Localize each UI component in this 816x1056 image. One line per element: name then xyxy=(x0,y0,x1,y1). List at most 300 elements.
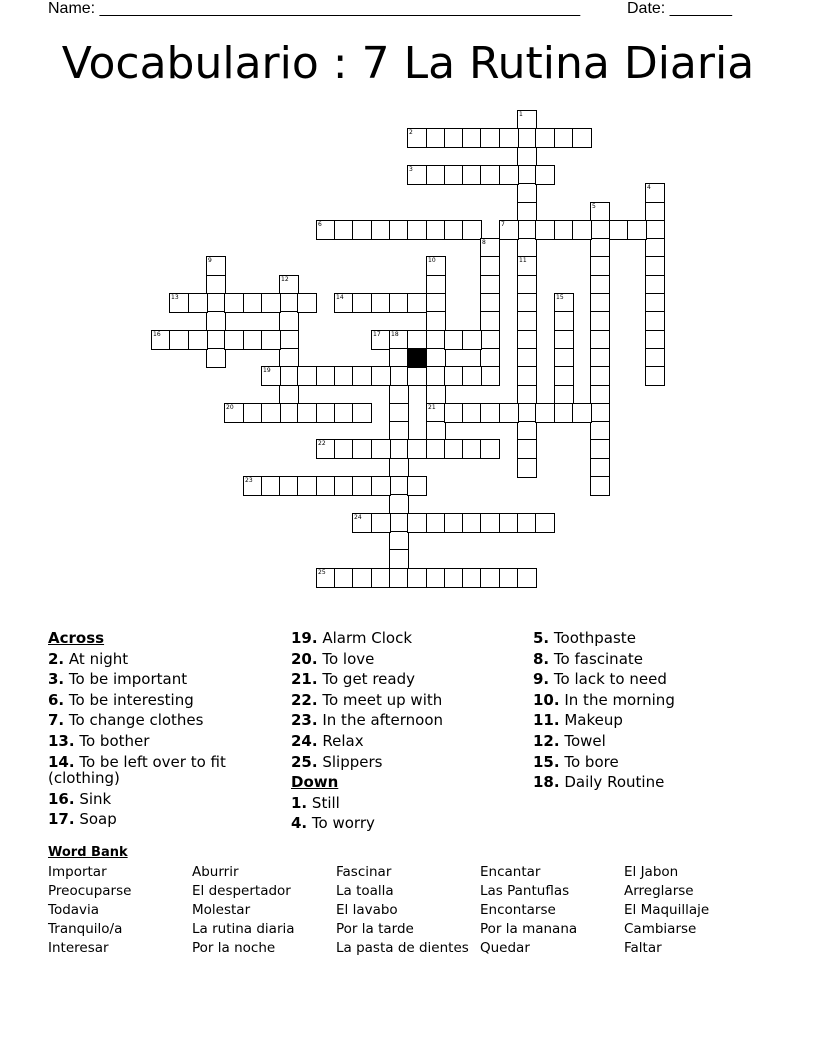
clue-number-label: 5 xyxy=(592,203,596,210)
crossword-cell[interactable] xyxy=(334,403,354,423)
clue-number-label: 9 xyxy=(208,257,212,264)
crossword-cell[interactable] xyxy=(279,476,299,496)
clue-number-label: 6 xyxy=(318,221,322,228)
crossword-cell[interactable] xyxy=(554,385,574,405)
crossword-cell[interactable] xyxy=(645,256,665,276)
crossword-cell[interactable] xyxy=(554,403,574,423)
crossword-cell[interactable] xyxy=(389,385,409,405)
crossword-cell[interactable] xyxy=(517,147,537,167)
crossword-cell[interactable] xyxy=(535,220,555,240)
crossword-cell[interactable] xyxy=(389,403,409,423)
crossword-cell[interactable] xyxy=(407,293,427,313)
crossword-cell[interactable] xyxy=(352,293,372,313)
crossword-cell[interactable] xyxy=(517,568,537,588)
crossword-cell[interactable] xyxy=(554,128,574,148)
crossword-cell[interactable] xyxy=(517,311,537,331)
crossword-cell[interactable] xyxy=(279,348,299,368)
crossword-cell[interactable] xyxy=(535,403,555,423)
crossword-cell[interactable] xyxy=(297,293,317,313)
crossword-cell[interactable] xyxy=(279,330,299,350)
crossword-cell[interactable] xyxy=(426,385,446,405)
crossword-cell[interactable] xyxy=(206,348,226,368)
crossword-cell[interactable] xyxy=(480,330,500,350)
crossword-cell[interactable] xyxy=(590,385,610,405)
across-heading: Across xyxy=(48,629,105,647)
crossword-cell[interactable] xyxy=(389,220,409,240)
word-bank-item: Molestar xyxy=(192,902,251,918)
crossword-cell[interactable] xyxy=(389,531,409,551)
crossword-cell[interactable] xyxy=(352,403,372,423)
crossword-cell[interactable] xyxy=(517,238,537,258)
clue-across-2: 2. At night xyxy=(48,649,129,668)
crossword-cell[interactable] xyxy=(426,403,446,423)
word-bank-item: Por la tarde xyxy=(336,921,414,937)
clue-across-17: 17. Soap xyxy=(48,810,117,829)
crossword-cell[interactable] xyxy=(480,348,500,368)
crossword-cell[interactable] xyxy=(590,458,610,478)
crossword-cell[interactable] xyxy=(261,476,281,496)
crossword-cell[interactable] xyxy=(352,568,372,588)
crossword-cell[interactable] xyxy=(206,293,226,313)
word-bank-item: Preocuparse xyxy=(48,883,132,899)
crossword-cell[interactable] xyxy=(517,202,537,222)
crossword-cell[interactable] xyxy=(590,275,610,295)
down-heading: Down xyxy=(291,773,339,792)
word-bank-column-4 xyxy=(480,863,577,958)
crossword-cell[interactable] xyxy=(279,403,299,423)
crossword-cell[interactable] xyxy=(316,568,336,588)
clue-number-label: 20 xyxy=(226,404,234,411)
crossword-cell[interactable] xyxy=(243,476,263,496)
clue-across-23: 23. In the afternoon xyxy=(291,711,444,730)
crossword-cell[interactable] xyxy=(645,220,665,240)
word-bank-item: Por la noche xyxy=(192,940,276,956)
word-bank-item: Interesar xyxy=(48,940,109,956)
clue-across-14: 14. To be left over to fit (clothing) xyxy=(48,752,226,787)
crossword-cell[interactable] xyxy=(517,366,537,386)
clue-down-4: 4. To worry xyxy=(291,814,375,833)
crossword-cell[interactable] xyxy=(462,403,482,423)
crossword-cell[interactable] xyxy=(554,330,574,350)
clue-number-label: 23 xyxy=(245,477,253,484)
crossword-cell[interactable] xyxy=(590,439,610,459)
crossword-cell[interactable] xyxy=(645,293,665,313)
crossword-cell[interactable] xyxy=(151,330,171,350)
crossword-cell[interactable] xyxy=(279,385,299,405)
crossword-cell[interactable] xyxy=(243,293,263,313)
crossword-cell[interactable] xyxy=(316,476,336,496)
crossword-cell[interactable] xyxy=(627,220,647,240)
crossword-cell[interactable] xyxy=(499,403,519,423)
crossword-cell[interactable] xyxy=(645,330,665,350)
crossword-cell[interactable] xyxy=(389,513,409,533)
crossword-cell[interactable] xyxy=(352,439,372,459)
crossword-cell[interactable] xyxy=(426,275,446,295)
crossword-cell[interactable] xyxy=(590,348,610,368)
clue-down-15: 15. To bore xyxy=(533,752,619,771)
clue-column-1 xyxy=(48,628,284,830)
crossword-cell[interactable] xyxy=(297,476,317,496)
crossword-cell[interactable] xyxy=(352,513,372,533)
clue-number-label: 21 xyxy=(428,404,436,411)
clue-across-3: 3. To be important xyxy=(48,670,188,689)
crossword-cell[interactable] xyxy=(517,458,537,478)
crossword-cell[interactable] xyxy=(480,403,500,423)
crossword-black-cell xyxy=(407,348,427,368)
word-bank-item: El Jabon xyxy=(624,864,679,880)
crossword-cell[interactable] xyxy=(462,128,482,148)
crossword-cell[interactable] xyxy=(426,128,446,148)
crossword-cell[interactable] xyxy=(462,568,482,588)
crossword-cell[interactable] xyxy=(535,165,555,185)
crossword-cell[interactable] xyxy=(389,366,409,386)
clue-across-24: 24. Relax xyxy=(291,731,364,750)
crossword-cell[interactable] xyxy=(407,568,427,588)
name-field-label: Name: ______________________________________________________ xyxy=(48,0,581,17)
crossword-cell[interactable] xyxy=(590,330,610,350)
word-bank-item: Importar xyxy=(48,864,107,880)
crossword-cell[interactable] xyxy=(371,439,391,459)
crossword-cell[interactable] xyxy=(371,220,391,240)
clue-number-label: 13 xyxy=(171,294,179,301)
crossword-cell[interactable] xyxy=(334,366,354,386)
clue-down-11: 11. Makeup xyxy=(533,711,623,730)
crossword-cell[interactable] xyxy=(426,421,446,441)
crossword-cell[interactable] xyxy=(444,220,464,240)
word-bank-item: Encontarse xyxy=(480,902,556,918)
crossword-cell[interactable] xyxy=(499,513,519,533)
crossword-cell[interactable] xyxy=(517,348,537,368)
crossword-cell[interactable] xyxy=(480,568,500,588)
clue-number-label: 14 xyxy=(336,294,344,301)
crossword-cell[interactable] xyxy=(517,513,537,533)
crossword-cell[interactable] xyxy=(590,238,610,258)
crossword-cell[interactable] xyxy=(554,293,574,313)
crossword-cell[interactable] xyxy=(645,238,665,258)
crossword-cell[interactable] xyxy=(389,494,409,514)
crossword-cell[interactable] xyxy=(645,348,665,368)
crossword-cell[interactable] xyxy=(517,403,537,423)
word-bank-item: La toalla xyxy=(336,883,394,899)
crossword-cell[interactable] xyxy=(444,568,464,588)
crossword-cell[interactable] xyxy=(334,293,354,313)
crossword-cell[interactable] xyxy=(590,476,610,496)
crossword-cell[interactable] xyxy=(517,293,537,313)
crossword-cell[interactable] xyxy=(480,439,500,459)
crossword-cell[interactable] xyxy=(243,330,263,350)
crossword-cell[interactable] xyxy=(554,311,574,331)
crossword-cell[interactable] xyxy=(499,128,519,148)
word-bank-item: Las Pantuflas xyxy=(480,883,570,899)
word-bank-item: Arreglarse xyxy=(624,883,694,899)
crossword-cell[interactable] xyxy=(389,330,409,350)
word-bank-item: El Maquillaje xyxy=(624,902,710,918)
clue-number-label: 11 xyxy=(519,257,527,264)
crossword-cell[interactable] xyxy=(444,165,464,185)
word-bank-item: La rutina diaria xyxy=(192,921,295,937)
clue-number-label: 10 xyxy=(428,257,436,264)
clue-number-label: 15 xyxy=(556,294,564,301)
crossword-cell[interactable] xyxy=(572,403,592,423)
clue-across-25: 25. Slippers xyxy=(291,752,383,771)
word-bank-item: Todavia xyxy=(48,902,100,918)
crossword-cell[interactable] xyxy=(517,421,537,441)
crossword-cell[interactable] xyxy=(371,366,391,386)
word-bank-item: El lavabo xyxy=(336,902,398,918)
clue-number-label: 12 xyxy=(281,276,289,283)
crossword-cell[interactable] xyxy=(645,202,665,222)
clue-across-13: 13. To bother xyxy=(48,731,150,750)
clue-number-label: 8 xyxy=(482,239,486,246)
crossword-cell[interactable] xyxy=(261,403,281,423)
crossword-cell[interactable] xyxy=(389,439,409,459)
crossword-cell[interactable] xyxy=(206,256,226,276)
clue-down-1: 1. Still xyxy=(291,793,340,812)
crossword-cell[interactable] xyxy=(279,311,299,331)
word-bank-item: Quedar xyxy=(480,940,530,956)
crossword-cell[interactable] xyxy=(407,165,427,185)
crossword-cell[interactable] xyxy=(389,568,409,588)
clue-number-label: 1 xyxy=(519,111,523,118)
crossword-cell[interactable] xyxy=(334,476,354,496)
clue-across-19: 19. Alarm Clock xyxy=(291,629,413,647)
crossword-cell[interactable] xyxy=(261,366,281,386)
word-bank-item: Fascinar xyxy=(336,864,392,880)
page-title: Vocabulario : 7 La Rutina Diaria xyxy=(61,38,755,89)
crossword-cell[interactable] xyxy=(224,330,244,350)
clue-number-label: 25 xyxy=(318,569,326,576)
crossword-cell[interactable] xyxy=(426,256,446,276)
crossword-cell[interactable] xyxy=(426,311,446,331)
clue-number-label: 17 xyxy=(373,331,381,338)
word-bank-item: El despertador xyxy=(192,883,291,899)
crossword-cell[interactable] xyxy=(517,110,537,130)
crossword-cell[interactable] xyxy=(279,366,299,386)
crossword-cell[interactable] xyxy=(389,293,409,313)
crossword-cell[interactable] xyxy=(426,293,446,313)
crossword-cell[interactable] xyxy=(499,220,519,240)
clue-down-12: 12. Towel xyxy=(533,731,606,750)
crossword-cell[interactable] xyxy=(389,476,409,496)
crossword-cell[interactable] xyxy=(334,220,354,240)
word-bank-column-2 xyxy=(192,863,295,958)
clue-across-20: 20. To love xyxy=(291,649,375,668)
crossword-cell[interactable] xyxy=(554,348,574,368)
crossword-cell[interactable] xyxy=(480,311,500,331)
crossword-cell[interactable] xyxy=(572,220,592,240)
crossword-cell[interactable] xyxy=(590,220,610,240)
crossword-cell[interactable] xyxy=(517,330,537,350)
crossword-cell[interactable] xyxy=(499,568,519,588)
crossword-cell[interactable] xyxy=(389,421,409,441)
clue-column-2 xyxy=(291,628,527,834)
crossword-cell[interactable] xyxy=(590,256,610,276)
crossword-cell[interactable] xyxy=(517,439,537,459)
crossword-cell[interactable] xyxy=(590,403,610,423)
crossword-cell[interactable] xyxy=(352,220,372,240)
crossword-cell[interactable] xyxy=(462,330,482,350)
crossword-cell[interactable] xyxy=(371,513,391,533)
crossword-cell[interactable] xyxy=(334,439,354,459)
word-bank-item: La pasta de dientes xyxy=(336,940,469,956)
clue-number-label: 4 xyxy=(647,184,651,191)
crossword-cell[interactable] xyxy=(188,293,208,313)
crossword-cell[interactable] xyxy=(316,220,336,240)
crossword-cell[interactable] xyxy=(590,421,610,441)
crossword-cell[interactable] xyxy=(480,165,500,185)
crossword-cell[interactable] xyxy=(480,366,500,386)
crossword-cell[interactable] xyxy=(316,366,336,386)
clue-across-21: 21. To get ready xyxy=(291,670,415,689)
crossword-cell[interactable] xyxy=(444,128,464,148)
crossword-cell[interactable] xyxy=(371,293,391,313)
crossword-cell[interactable] xyxy=(517,165,537,185)
crossword-cell[interactable] xyxy=(426,366,446,386)
crossword-cell[interactable] xyxy=(645,311,665,331)
crossword-cell[interactable] xyxy=(407,128,427,148)
crossword-cell[interactable] xyxy=(590,202,610,222)
clue-number-label: 24 xyxy=(354,514,362,521)
clue-number-label: 18 xyxy=(391,331,399,338)
crossword-cell[interactable] xyxy=(444,513,464,533)
crossword-cell[interactable] xyxy=(535,513,555,533)
crossword-cell[interactable] xyxy=(590,311,610,331)
crossword-cell[interactable] xyxy=(480,238,500,258)
crossword-cell[interactable] xyxy=(279,293,299,313)
word-bank-item: Cambiarse xyxy=(624,921,697,937)
clue-column-3 xyxy=(533,628,769,793)
crossword-cell[interactable] xyxy=(297,366,317,386)
crossword-cell[interactable] xyxy=(426,220,446,240)
crossword-cell[interactable] xyxy=(279,275,299,295)
crossword-cell[interactable] xyxy=(371,330,391,350)
crossword-cell[interactable] xyxy=(444,330,464,350)
crossword-cell[interactable] xyxy=(407,476,427,496)
crossword-cell[interactable] xyxy=(609,220,629,240)
crossword-cell[interactable] xyxy=(517,256,537,276)
clue-across-16: 16. Sink xyxy=(48,789,112,808)
word-bank-item: Encantar xyxy=(480,864,541,880)
crossword-cell[interactable] xyxy=(444,366,464,386)
word-bank-item: Faltar xyxy=(624,940,662,956)
crossword-cell[interactable] xyxy=(426,348,446,368)
crossword-cell[interactable] xyxy=(352,476,372,496)
crossword-cell[interactable] xyxy=(389,549,409,569)
crossword-cell[interactable] xyxy=(224,293,244,313)
crossword-cell[interactable] xyxy=(499,165,519,185)
crossword-cell[interactable] xyxy=(371,568,391,588)
crossword-cell[interactable] xyxy=(645,366,665,386)
word-bank-item: Aburrir xyxy=(192,864,239,880)
clue-across-6: 6. To be interesting xyxy=(48,690,194,709)
crossword-cell[interactable] xyxy=(407,366,427,386)
crossword-cell[interactable] xyxy=(261,330,281,350)
crossword-cell[interactable] xyxy=(462,165,482,185)
crossword-cell[interactable] xyxy=(462,439,482,459)
clue-down-9: 9. To lack to need xyxy=(533,670,667,689)
clue-number-label: 22 xyxy=(318,440,326,447)
crossword-cell[interactable] xyxy=(426,165,446,185)
crossword-cell[interactable] xyxy=(389,458,409,478)
crossword-cell[interactable] xyxy=(590,366,610,386)
crossword-cell[interactable] xyxy=(407,330,427,350)
crossword-cell[interactable] xyxy=(444,439,464,459)
crossword-cell[interactable] xyxy=(645,275,665,295)
crossword-cell[interactable] xyxy=(480,513,500,533)
crossword-cell[interactable] xyxy=(480,256,500,276)
clue-number-label: 19 xyxy=(263,367,271,374)
crossword-cell[interactable] xyxy=(535,128,555,148)
crossword-cell[interactable] xyxy=(426,439,446,459)
word-bank-item: Por la manana xyxy=(480,921,578,937)
crossword-cell[interactable] xyxy=(554,366,574,386)
crossword-cell[interactable] xyxy=(297,403,317,423)
word-bank-title: Word Bank xyxy=(48,845,128,860)
crossword-cell[interactable] xyxy=(389,348,409,368)
clue-down-18: 18. Daily Routine xyxy=(533,773,665,792)
crossword-cell[interactable] xyxy=(590,293,610,313)
crossword-cell[interactable] xyxy=(224,403,244,423)
crossword-cell[interactable] xyxy=(517,220,537,240)
crossword-cell[interactable] xyxy=(645,183,665,203)
word-bank-item: Tranquilo/a xyxy=(48,921,123,937)
crossword-cell[interactable] xyxy=(261,293,281,313)
crossword-cell[interactable] xyxy=(407,220,427,240)
crossword-cell[interactable] xyxy=(352,366,372,386)
crossword-cell[interactable] xyxy=(206,275,226,295)
crossword-cell[interactable] xyxy=(480,128,500,148)
crossword-cell[interactable] xyxy=(462,220,482,240)
crossword-cell[interactable] xyxy=(407,439,427,459)
crossword-cell[interactable] xyxy=(517,128,537,148)
crossword-cell[interactable] xyxy=(407,513,427,533)
crossword-cell[interactable] xyxy=(517,275,537,295)
crossword-cell[interactable] xyxy=(480,293,500,313)
date-field-label: Date: _______ xyxy=(627,0,732,17)
crossword-cell[interactable] xyxy=(426,513,446,533)
crossword-cell[interactable] xyxy=(169,330,189,350)
crossword-cell[interactable] xyxy=(517,385,537,405)
crossword-cell[interactable] xyxy=(243,403,263,423)
clue-down-8: 8. To fascinate xyxy=(533,649,643,668)
crossword-cell[interactable] xyxy=(462,366,482,386)
clue-down-10: 10. In the morning xyxy=(533,690,675,709)
crossword-cell[interactable] xyxy=(188,330,208,350)
crossword-cell[interactable] xyxy=(316,439,336,459)
crossword-cell[interactable] xyxy=(480,275,500,295)
crossword-cell[interactable] xyxy=(517,183,537,203)
crossword-cell[interactable] xyxy=(554,220,574,240)
crossword-cell[interactable] xyxy=(462,513,482,533)
crossword-cell[interactable] xyxy=(206,311,226,331)
crossword-cell[interactable] xyxy=(444,403,464,423)
crossword-cell[interactable] xyxy=(334,568,354,588)
clue-down-5: 5. Toothpaste xyxy=(533,629,636,647)
crossword-cell[interactable] xyxy=(572,128,592,148)
crossword-cell[interactable] xyxy=(206,330,226,350)
crossword-cell[interactable] xyxy=(426,330,446,350)
clue-number-label: 3 xyxy=(409,166,413,173)
crossword-cell[interactable] xyxy=(169,293,189,313)
word-bank-column-3 xyxy=(336,863,469,958)
crossword-cell[interactable] xyxy=(316,403,336,423)
clue-number-label: 2 xyxy=(409,129,413,136)
clue-across-22: 22. To meet up with xyxy=(291,690,443,709)
crossword-cell[interactable] xyxy=(426,568,446,588)
word-bank-column-5 xyxy=(624,863,709,958)
crossword-cell[interactable] xyxy=(371,476,391,496)
clue-number-label: 16 xyxy=(153,331,161,338)
